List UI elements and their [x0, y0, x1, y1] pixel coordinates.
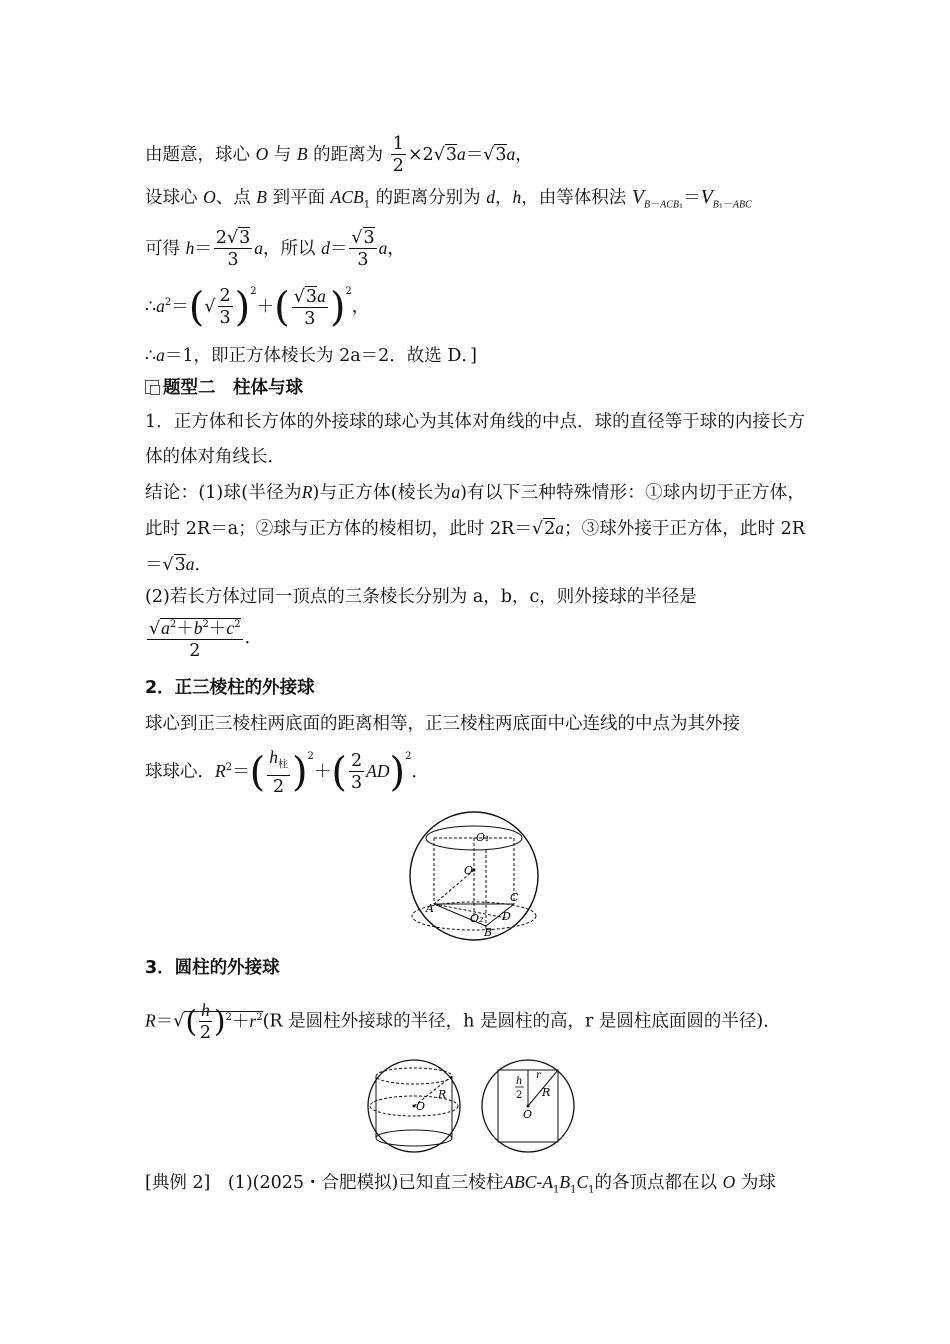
- fig2-label-O2: O: [523, 1108, 533, 1121]
- fig2-label-R: R: [438, 1088, 447, 1101]
- section-box-icon: [145, 380, 159, 394]
- section-title: 题型二 柱体与球: [145, 376, 303, 400]
- fig1-label-O2: O₂: [470, 912, 484, 925]
- cylinder-formula: R＝√( $\frac{h}{2}$ )$^2+r^2(R$ 是圆柱外接球的半径，h 是圆柱的高，r 是圆柱底面圆的半径)．: [145, 1000, 781, 1043]
- paragraph-prism: 球心到正三棱柱两底面的距离相等，正三棱柱两底面中心连线的中点为其外接: [145, 714, 740, 734]
- radius-formula: $\frac{√a^2+b^2+c^2}{2}$ ．: [145, 615, 262, 662]
- paragraph-conclusion: 结论：(1)球(半径为R)与正方体(棱长为a)有以下三种特殊情形：①球内切于正方体，此时 2R＝a；②球与正方体的棱相切，此时 2R＝√2a；③球外接于正方体，此时 2R＝√3a．: [145, 482, 806, 575]
- solution-line-4: $\therefore a^2=(√$ $\frac{2}{3}$ )$^2$＋( $\frac{√3a}{3}$ )$^2$，: [145, 284, 370, 331]
- heading-cylinder: 3．圆柱的外接球: [145, 958, 280, 978]
- fig1-label-D: D: [502, 910, 511, 923]
- paragraph-cuboid: (2)若长方体过同一顶点的三条棱长分别为 a，b，c，则外接球的半径是: [145, 587, 697, 607]
- fig1-label-O: O: [464, 864, 474, 877]
- solution-line-3: 可得 h＝ $\frac{2√3}{3}$ a，所以 d＝ $\frac{√3}{3}$ a，: [145, 228, 405, 270]
- fig2-label-h: h: [516, 1076, 523, 1087]
- fig1-label-C: C: [510, 891, 519, 904]
- fig2-label-O: O: [416, 1100, 426, 1113]
- prism-formula: 球球心．$R^2=$( $\frac{h_柱}{2}$ )$^2$＋( $\frac{2}{3}$ AD)$^2$．: [145, 746, 429, 798]
- fig2-label-2: 2: [516, 1090, 523, 1101]
- fig2-label-R2: R: [542, 1086, 551, 1099]
- solution-line-1: 由题意，球心 O 与 B 的距离为 $\frac{1}{2}$ ×2√3a＝√3a，: [145, 134, 533, 176]
- prism-sphere-figure: [406, 808, 546, 943]
- solution-line-5: ∴a＝1，即正方体棱长为 2a＝2．故选 D．]: [145, 345, 477, 366]
- fig2-label-r: r: [536, 1070, 541, 1081]
- example-line: [典例 2] (1)(2025・合肥模拟)已知直三棱柱ABC-$A_1B_1C_1$的各顶点都在以 O 为球: [145, 1172, 776, 1196]
- example-label: [典例 2]: [145, 1173, 211, 1193]
- solution-line-2: 设球心 O、点 B 到平面 $ACB_1$ 的距离分别为 d，h，由等体积法 $V_{B-ACB_1}=V_{B_1-ABC}$: [145, 186, 752, 211]
- paragraph-1: 1．正方体和长方体的外接球的球心为其体对角线的中点．球的直径等于球的内接长方体的体对角线长．: [145, 412, 805, 467]
- fig1-label-B: B: [484, 926, 493, 939]
- heading-triangular-prism: 2．正三棱柱的外接球: [145, 678, 315, 698]
- cylinder-sphere-figure: [366, 1058, 586, 1156]
- fig1-label-A: A: [426, 902, 434, 915]
- fraction-one-half: $\frac{1}{2}$: [392, 134, 404, 176]
- fig1-label-O1: O₁: [476, 831, 490, 844]
